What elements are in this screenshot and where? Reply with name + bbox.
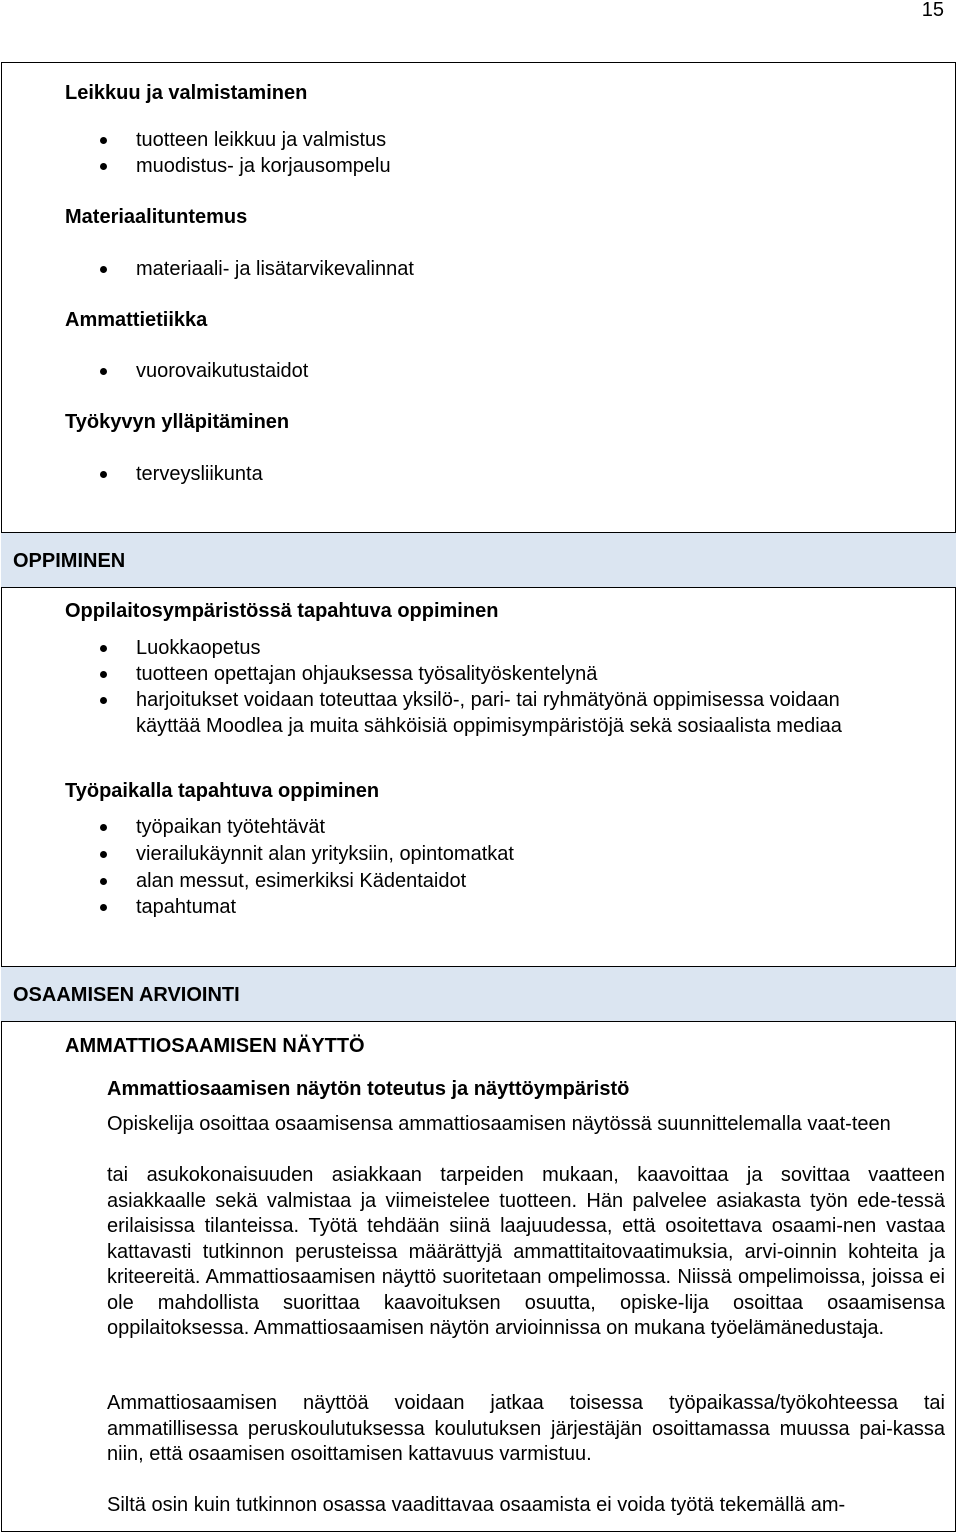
bullet-icon xyxy=(100,851,107,858)
section-band-oppiminen xyxy=(1,532,956,588)
paragraph-1-first: Opiskelija osoittaa osaamisensa ammattiosaamisen näytössä suunnittelemalla vaat-teen xyxy=(107,1113,891,1135)
heading-leikkuu: Leikkuu ja valmistaminen xyxy=(65,82,308,104)
page-number: 15 xyxy=(921,0,944,21)
section-band-arviointi xyxy=(1,966,956,1022)
list-item: harjoitukset voidaan toteuttaa yksilö-, pari- tai ryhmätyönä oppimisessa voidaan xyxy=(136,687,840,713)
bullet-icon xyxy=(100,904,107,911)
heading-materiaalituntemus: Materiaalituntemus xyxy=(65,206,248,228)
bullet-icon xyxy=(100,671,107,678)
list-item: Luokkaopetus xyxy=(136,635,261,661)
list-item: tuotteen leikkuu ja valmistus xyxy=(136,127,386,153)
bullet-icon xyxy=(100,266,107,273)
list-item: tuotteen opettajan ohjauksessa työsalityöskentelynä xyxy=(136,661,597,687)
section-title: OPPIMINEN xyxy=(13,550,126,572)
list-item: terveysliikunta xyxy=(136,461,263,487)
bullet-icon xyxy=(100,878,107,885)
heading-tyokyky: Työkyvyn ylläpitäminen xyxy=(65,411,290,433)
bullet-icon xyxy=(100,368,107,375)
list-item: vierailukäynnit alan yrityksiin, opintomatkat xyxy=(136,841,514,867)
heading-oppilaitos: Oppilaitosympäristössä tapahtuva oppiminen xyxy=(65,600,499,622)
list-item: alan messut, esimerkiksi Kädentaidot xyxy=(136,868,466,894)
list-item: vuorovaikutustaidot xyxy=(136,358,308,384)
bullet-icon xyxy=(100,645,107,652)
bullet-icon xyxy=(100,137,107,144)
sub-heading: Ammattiosaamisen näytön toteutus ja näyttöympäristö xyxy=(107,1078,630,1100)
subtitle-nayttö: AMMATTIOSAAMISEN NÄYTTÖ xyxy=(65,1035,365,1057)
list-item: työpaikan työtehtävät xyxy=(136,814,325,840)
list-item: muodistus- ja korjausompelu xyxy=(136,153,391,179)
bullet-icon xyxy=(100,824,107,831)
paragraph-2: Ammattiosaamisen näyttöä voidaan jatkaa toisessa työpaikassa/työkohteessa tai ammatillisessa peruskoulutuksessa koulutuksen järjestäjän osoittamassa muussa pai-kassa niin, että osaamisen osoittamisen kattavuus varmistuu. xyxy=(107,1392,945,1465)
paragraph-1: tai asukokonaisuuden asiakkaan tarpeiden mukaan, kaavoittaa ja sovittaa vaatteen asiakkaalle sekä valmistaa ja viimeistelee tuotteen. Hän palvelee asiakasta työn ede-tessä erilaisissa tilanteissa. Työtä tehdään siinä laajuudessa, että osoitettava osaami-nen vastaa kattavasti tutkinnon perusteissa määrättyjä ammattitaitovaatimuksia, arvi-oinnin kohteita ja kriteereitä. Ammattiosaamisen näyttö suoritetaan ompelimossa. Niissä ompelimoissa, joissa ei ole mahdollista suorittaa kaavoituksen osuutta, opiske-lija osoittaa osaamisensa oppilaitoksessa. Ammattiosaamisen näytön arvioinnissa on mukana työelämänedustaja. xyxy=(107,1164,945,1339)
list-item-continuation: käyttää Moodlea ja muita sähköisiä oppimisympäristöjä sekä sosiaalista mediaa xyxy=(136,715,842,737)
list-item: tapahtumat xyxy=(136,894,236,920)
heading-tyopaikka: Työpaikalla tapahtuva oppiminen xyxy=(65,780,380,802)
bullet-icon xyxy=(100,471,107,478)
paragraph-3: Siltä osin kuin tutkinnon osassa vaadittavaa osaamista ei voida työtä tekemällä am- xyxy=(107,1494,846,1516)
list-item: materiaali- ja lisätarvikevalinnat xyxy=(136,256,414,282)
bullet-icon xyxy=(100,163,107,170)
heading-ammattietiikka: Ammattietiikka xyxy=(65,309,208,331)
section-title: OSAAMISEN ARVIOINTI xyxy=(13,984,240,1006)
bullet-icon xyxy=(100,697,107,704)
